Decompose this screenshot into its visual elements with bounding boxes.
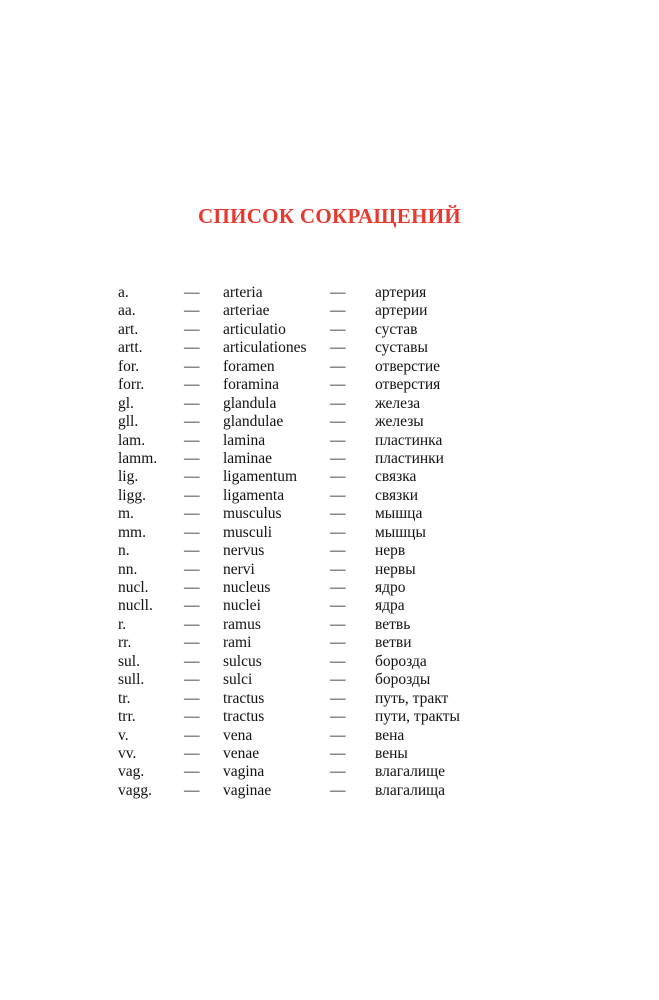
russian-term: путь, тракт: [375, 689, 449, 707]
separator-dash: —: [184, 726, 200, 744]
abbreviation-row: [118, 708, 578, 726]
separator-dash: —: [184, 542, 200, 560]
separator-dash: —: [330, 744, 346, 762]
abbreviation: tr.: [118, 689, 131, 707]
abbreviation: nucll.: [118, 597, 153, 615]
separator-dash: —: [184, 394, 200, 412]
abbreviation: rr.: [118, 634, 132, 652]
separator-dash: —: [184, 671, 200, 689]
russian-term: артерия: [375, 284, 427, 301]
separator-dash: —: [184, 339, 200, 357]
latin-term: nucleus: [223, 579, 271, 596]
separator-dash: —: [184, 652, 200, 670]
abbreviation-row: [118, 561, 578, 579]
latin-term: ramus: [223, 615, 261, 633]
separator-dash: —: [184, 320, 200, 338]
russian-term: отверстие: [375, 357, 441, 375]
russian-term: пластинки: [375, 449, 444, 467]
separator-dash: —: [184, 781, 200, 799]
latin-term: vagina: [223, 763, 265, 781]
russian-term: железа: [375, 394, 421, 412]
latin-term: articulatio: [223, 320, 286, 338]
abbreviation-row: [118, 358, 578, 376]
latin-term: tractus: [223, 689, 265, 707]
abbreviation: n.: [118, 542, 130, 560]
russian-term: вены: [375, 744, 408, 762]
russian-term: влагалище: [375, 763, 445, 781]
abbreviation-list: [118, 284, 578, 800]
latin-term: sulci: [223, 671, 253, 689]
abbreviation-row: [118, 524, 578, 542]
separator-dash: —: [330, 394, 346, 412]
abbreviation: m.: [118, 505, 134, 523]
abbreviation: vv.: [118, 744, 137, 762]
russian-term: отверстия: [375, 376, 441, 394]
latin-term: musculus: [223, 505, 282, 523]
separator-dash: —: [184, 523, 200, 541]
abbreviation: lam.: [118, 431, 146, 449]
separator-dash: —: [330, 763, 346, 781]
separator-dash: —: [330, 542, 346, 560]
separator-dash: —: [330, 468, 346, 486]
separator-dash: —: [330, 284, 346, 301]
separator-dash: —: [330, 449, 346, 467]
separator-dash: —: [184, 615, 200, 633]
latin-term: ligamenta: [223, 486, 285, 504]
abbreviation-row: [118, 413, 578, 431]
separator-dash: —: [330, 431, 346, 449]
separator-dash: —: [330, 413, 346, 431]
russian-term: мышцы: [375, 523, 426, 541]
separator-dash: —: [330, 615, 346, 633]
abbreviation: vag.: [118, 763, 145, 781]
abbreviation: lamm.: [118, 449, 158, 467]
separator-dash: —: [184, 413, 200, 431]
separator-dash: —: [330, 726, 346, 744]
abbreviation-row: [118, 690, 578, 708]
abbreviation: nn.: [118, 560, 138, 578]
separator-dash: —: [330, 652, 346, 670]
abbreviation: gll.: [118, 413, 139, 431]
abbreviation-row: [118, 653, 578, 671]
latin-term: vena: [223, 726, 253, 744]
separator-dash: —: [184, 449, 200, 467]
separator-dash: —: [330, 357, 346, 375]
russian-term: сустав: [375, 320, 418, 338]
separator-dash: —: [184, 597, 200, 615]
separator-dash: —: [184, 431, 200, 449]
latin-term: tractus: [223, 708, 265, 726]
latin-term: nuclei: [223, 597, 261, 615]
abbreviation-row: [118, 450, 578, 468]
separator-dash: —: [184, 634, 200, 652]
abbreviation: v.: [118, 726, 129, 744]
russian-term: ядра: [375, 597, 405, 615]
latin-term: vaginae: [223, 781, 272, 799]
separator-dash: —: [184, 744, 200, 762]
russian-term: связка: [375, 468, 417, 486]
separator-dash: —: [330, 781, 346, 799]
abbreviation: a.: [118, 284, 129, 301]
latin-term: venae: [223, 744, 260, 762]
latin-term: nervi: [223, 560, 255, 578]
russian-term: ветви: [375, 634, 412, 652]
abbreviation-row: [118, 284, 578, 302]
latin-term: arteria: [223, 284, 263, 301]
abbreviation: aa.: [118, 302, 136, 320]
abbreviation: sull.: [118, 671, 145, 689]
separator-dash: —: [330, 339, 346, 357]
abbreviation-row: [118, 671, 578, 689]
abbreviation: trr.: [118, 708, 136, 726]
russian-term: борозда: [375, 652, 427, 670]
russian-term: мышца: [375, 505, 423, 523]
abbreviation-row: [118, 302, 578, 320]
russian-term: пластинка: [375, 431, 443, 449]
abbreviation: sul.: [118, 652, 140, 670]
abbreviation-row: [118, 763, 578, 781]
abbreviation-row: [118, 321, 578, 339]
separator-dash: —: [184, 302, 200, 320]
abbreviation: ligg.: [118, 486, 146, 504]
abbreviation: artt.: [118, 339, 143, 357]
abbreviation-row: [118, 487, 578, 505]
abbreviation-row: [118, 542, 578, 560]
abbreviation: r.: [118, 615, 127, 633]
abbreviation: nucl.: [118, 579, 149, 596]
separator-dash: —: [184, 357, 200, 375]
abbreviation-row: [118, 395, 578, 413]
latin-term: glandula: [223, 394, 277, 412]
separator-dash: —: [184, 284, 200, 301]
abbreviation: mm.: [118, 523, 146, 541]
russian-term: ядро: [375, 579, 406, 596]
separator-dash: —: [330, 708, 346, 726]
separator-dash: —: [330, 302, 346, 320]
separator-dash: —: [184, 376, 200, 394]
latin-term: musculi: [223, 523, 273, 541]
latin-term: articulationes: [223, 339, 307, 357]
russian-term: связки: [375, 486, 419, 504]
separator-dash: —: [184, 708, 200, 726]
latin-term: foramina: [223, 376, 279, 394]
separator-dash: —: [330, 486, 346, 504]
russian-term: суставы: [375, 339, 428, 357]
separator-dash: —: [184, 468, 200, 486]
abbreviation-row: [118, 376, 578, 394]
separator-dash: —: [330, 597, 346, 615]
separator-dash: —: [330, 523, 346, 541]
separator-dash: —: [184, 689, 200, 707]
separator-dash: —: [184, 505, 200, 523]
separator-dash: —: [330, 579, 346, 596]
abbreviation: vagg.: [118, 781, 153, 799]
separator-dash: —: [330, 560, 346, 578]
abbreviation: art.: [118, 320, 139, 338]
abbreviation-row: [118, 468, 578, 486]
latin-term: sulcus: [223, 652, 262, 670]
abbreviation-row: [118, 579, 578, 597]
latin-term: glandulae: [223, 413, 284, 431]
separator-dash: —: [330, 689, 346, 707]
abbreviation-row: [118, 782, 578, 800]
russian-term: вена: [375, 726, 405, 744]
abbreviation-row: [118, 745, 578, 763]
latin-term: nervus: [223, 542, 265, 560]
separator-dash: —: [330, 671, 346, 689]
latin-term: ligamentum: [223, 468, 298, 486]
russian-term: артерии: [375, 302, 428, 320]
separator-dash: —: [330, 505, 346, 523]
latin-term: foramen: [223, 357, 275, 375]
page-title: СПИСОК СОКРАЩЕНИЙ: [197, 204, 462, 228]
latin-term: rami: [223, 634, 252, 652]
abbreviation-row: [118, 597, 578, 615]
russian-term: нерв: [375, 542, 406, 560]
abbreviation-row: [118, 727, 578, 745]
separator-dash: —: [184, 763, 200, 781]
latin-term: laminae: [223, 449, 273, 467]
russian-term: ветвь: [375, 615, 411, 633]
abbreviation: for.: [118, 357, 140, 375]
separator-dash: —: [330, 320, 346, 338]
abbreviation-row: [118, 634, 578, 652]
latin-term: arteriae: [223, 302, 270, 320]
russian-term: пути, тракты: [375, 708, 460, 726]
abbreviation-row: [118, 616, 578, 634]
latin-term: lamina: [223, 431, 266, 449]
russian-term: железы: [375, 413, 424, 431]
abbreviation-row: [118, 432, 578, 450]
separator-dash: —: [184, 486, 200, 504]
abbreviation: lig.: [118, 468, 139, 486]
russian-term: влагалища: [375, 781, 445, 799]
separator-dash: —: [330, 376, 346, 394]
russian-term: нервы: [375, 560, 416, 578]
abbreviation-row: [118, 339, 578, 357]
separator-dash: —: [184, 579, 200, 596]
abbreviation: gl.: [118, 394, 134, 412]
abbreviation-row: [118, 505, 578, 523]
abbreviation: forr.: [118, 376, 145, 394]
russian-term: борозды: [375, 671, 431, 689]
separator-dash: —: [184, 560, 200, 578]
separator-dash: —: [330, 634, 346, 652]
